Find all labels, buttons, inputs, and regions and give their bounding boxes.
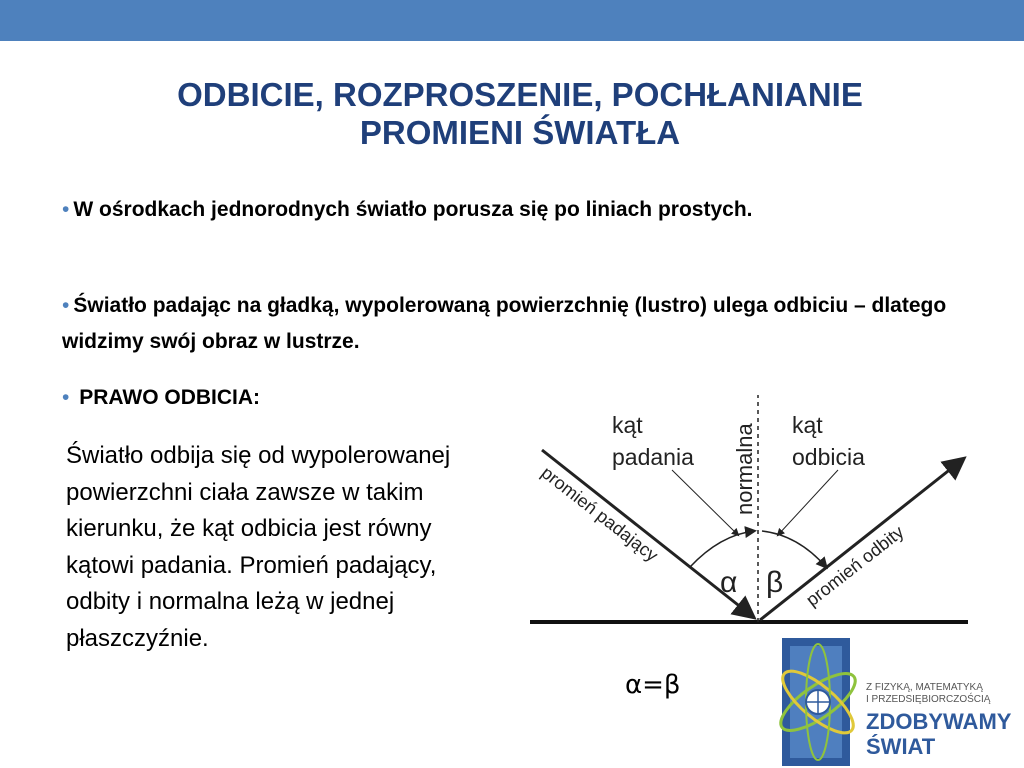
normal-label: normalna bbox=[732, 423, 757, 515]
beta-symbol: β bbox=[766, 566, 784, 599]
bullet-dot-icon: • bbox=[62, 198, 70, 221]
slide-title bbox=[60, 76, 980, 152]
law-of-reflection-text: Światło odbija się od wypolerowanej powierzchni ciała zawsze w takim kierunku, że kąt odbicia jest równy kątowi padania. Promień padający, odbity i normalna leżą w jednej płaszczyźnie. bbox=[66, 442, 451, 652]
incident-angle-label-2: padania bbox=[612, 444, 694, 470]
logo-line-4: ŚWIAT bbox=[866, 734, 936, 759]
bullet-mirror bbox=[62, 288, 952, 360]
logo-line-2: I PRZEDSIĘBIORCZOŚCIĄ bbox=[866, 694, 991, 705]
incident-angle-arc bbox=[690, 531, 754, 567]
title-line-2: PROMIENI ŚWIATŁA bbox=[359, 114, 681, 151]
bullet-straight-lines bbox=[62, 192, 952, 228]
bullet-dot-icon: • bbox=[62, 294, 70, 317]
title-line-1: ODBICIE, ROZPROSZENIE, POCHŁANIANIE bbox=[177, 76, 863, 113]
bullet-text: Światło padając na gładką, wypolerowaną powierzchnię (lustro) ulega odbiciu – dlatego widzimy swój obraz w lustrze. bbox=[62, 294, 947, 353]
reflection-diagram bbox=[520, 385, 980, 635]
logo-line-3: ZDOBYWAMY bbox=[866, 709, 1012, 734]
reflection-formula: α=β bbox=[625, 670, 681, 700]
reflect-label-pointer bbox=[778, 470, 838, 535]
incident-ray-label: promień padający bbox=[537, 462, 662, 566]
bullet-text: PRAWO ODBICIA: bbox=[79, 386, 261, 409]
incident-angle-label-1: kąt bbox=[612, 412, 643, 438]
bullet-dot-icon: • bbox=[62, 386, 70, 409]
incident-label-pointer bbox=[672, 470, 738, 535]
alpha-symbol: α bbox=[720, 566, 738, 599]
zdobywamy-swiat-logo bbox=[768, 632, 1024, 768]
reflect-angle-label-1: kąt bbox=[792, 412, 823, 438]
reflect-angle-label-2: odbicia bbox=[792, 444, 865, 470]
logo-line-1: Z FIZYKĄ, MATEMATYKĄ bbox=[866, 682, 983, 693]
reflected-ray-label: promień odbity bbox=[802, 521, 908, 611]
reflected-ray bbox=[760, 460, 962, 620]
reflect-angle-arc bbox=[762, 531, 826, 567]
bullet-text: W ośrodkach jednorodnych światło porusza się po liniach prostych. bbox=[73, 198, 753, 221]
top-banner bbox=[0, 0, 1024, 41]
